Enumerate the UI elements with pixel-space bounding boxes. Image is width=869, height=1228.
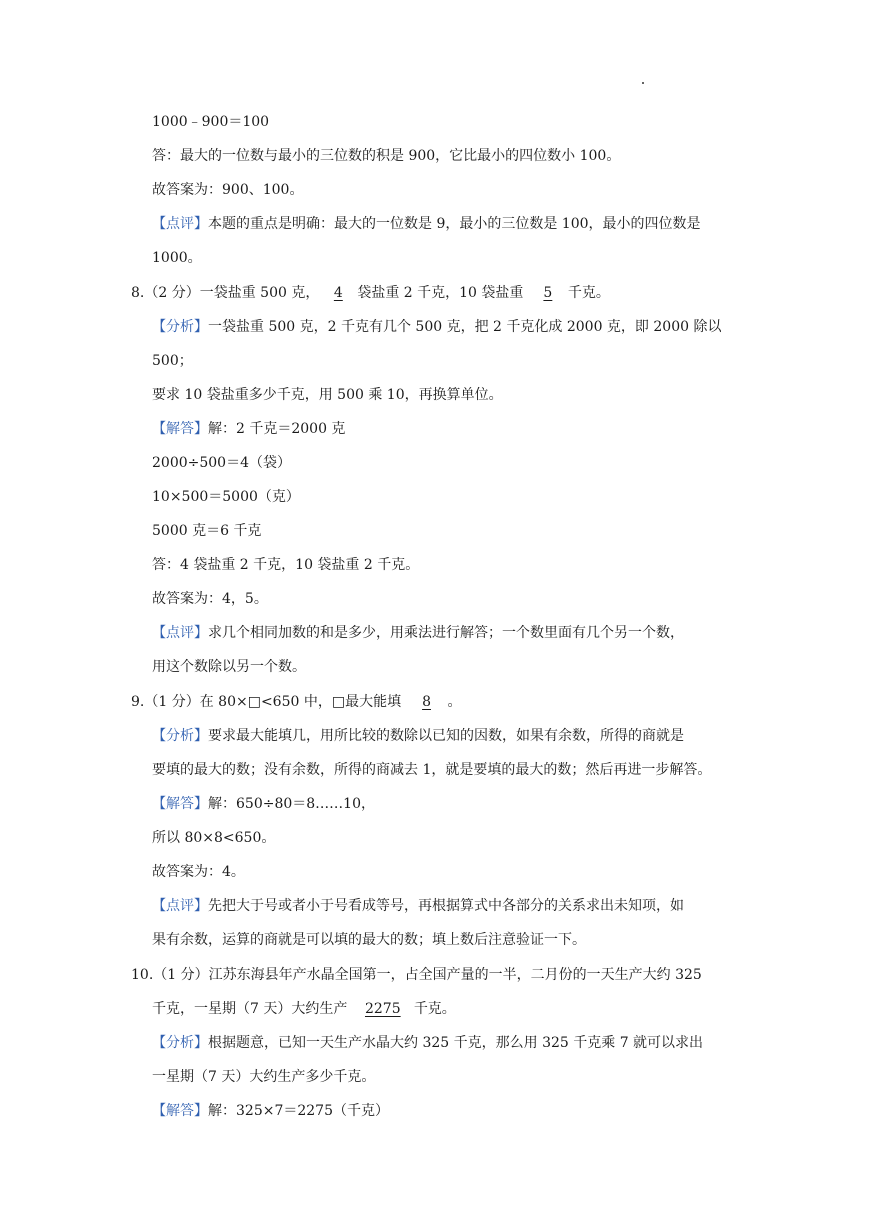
question-score: （1 分） [144, 694, 200, 710]
text-line: 用这个数除以另一个数。 [152, 659, 306, 675]
review-text: 先把大于号或者小于号看成等号，再根据算式中各部分的关系求出未知项，如 [208, 898, 684, 914]
text-line: 答：4 袋盐重 2 千克，10 袋盐重 2 千克。 [152, 557, 420, 573]
review-text: 求几个相同加数的和是多少，用乘法进行解答；一个数里面有几个另一个数， [208, 625, 684, 641]
question-number: 9. [131, 694, 145, 710]
text-line: 5000 克＝6 千克 [152, 523, 262, 539]
question-9 [131, 692, 462, 712]
question-10 [131, 965, 702, 985]
text-line: 要填的最大的数；没有余数，所得的商减去 1，就是要填的最大的数；然后再进一步解答。 [152, 762, 712, 778]
text-line: 1000。 [152, 250, 202, 266]
solution-line [152, 1101, 389, 1121]
solution-tag: 【解答】 [152, 1103, 208, 1119]
analysis-text: 根据题意，已知一天生产水晶大约 325 千克，那么用 325 千克乘 7 就可以求出 [208, 1035, 704, 1051]
question-text: 千克，一星期（7 天）大约生产 [152, 1001, 348, 1017]
analysis-line [152, 1033, 703, 1053]
question-8 [131, 283, 610, 303]
review-line [152, 896, 684, 916]
page-dot-mark [642, 82, 644, 84]
review-line [152, 214, 701, 234]
text-line: 500； [152, 353, 193, 369]
question-number: 10. [131, 967, 154, 983]
question-text: 一袋盐重 500 克， [199, 285, 320, 301]
answer-line: 故答案为：4，5。 [152, 591, 268, 607]
solution-tag: 【解答】 [152, 421, 208, 437]
answer-blank: 2275 [364, 1001, 401, 1017]
solution-tag: 【解答】 [152, 796, 208, 812]
text-line: 1000﹣900＝100 [152, 114, 270, 130]
question-number: 8. [131, 285, 145, 301]
analysis-line [152, 726, 684, 746]
question-text: 千克。 [413, 1001, 456, 1017]
question-text: 。 [447, 694, 462, 710]
review-text: 本题的重点是明确：最大的一位数是 9，最小的三位数是 100，最小的四位数是 [208, 216, 701, 232]
question-text: 袋盐重 2 千克，10 袋盐重 [357, 285, 524, 301]
solution-text: 解：2 千克＝2000 克 [208, 421, 346, 437]
answer-blank: 4 [333, 285, 343, 301]
analysis-line [152, 317, 721, 337]
question-text: 江苏东海县年产水晶全国第一，占全国产量的一半，二月份的一天生产大约 325 [208, 967, 702, 983]
text-line: 答：最大的一位数与最小的三位数的积是 900，它比最小的四位数小 100。 [152, 148, 621, 164]
solution-text: 解：650÷80＝8……10， [208, 796, 375, 812]
analysis-tag: 【分析】 [152, 1035, 208, 1051]
answer-line: 故答案为：900、100。 [152, 182, 304, 198]
analysis-text: 要求最大能填几，用所比较的数除以已知的因数，如果有余数，所得的商就是 [208, 728, 684, 744]
review-tag: 【点评】 [152, 625, 208, 641]
text-line: 所以 80×8<650。 [152, 830, 276, 846]
review-tag: 【点评】 [152, 216, 208, 232]
solution-line [152, 419, 345, 439]
review-tag: 【点评】 [152, 898, 208, 914]
text-line: 果有余数，运算的商就是可以填的最大的数；填上数后注意验证一下。 [152, 932, 586, 948]
analysis-text: 一袋盐重 500 克，2 千克有几个 500 克，把 2 千克化成 2000 克，即 2000 除以 [208, 319, 722, 335]
answer-blank: 8 [422, 694, 431, 710]
answer-blank: 5 [543, 285, 553, 301]
answer-line: 故答案为：4。 [152, 864, 245, 880]
text-line: 一星期（7 天）大约生产多少千克。 [152, 1069, 376, 1085]
analysis-tag: 【分析】 [152, 319, 208, 335]
text-line: 10×500＝5000（克） [152, 489, 300, 505]
review-line [152, 623, 684, 643]
text-line: 2000÷500＝4（袋） [152, 455, 291, 471]
question-score: （1 分） [153, 967, 209, 983]
question-text: 千克。 [567, 285, 610, 301]
question-text: 在 80×□<650 中，□最大能填 [199, 694, 402, 710]
question-10-cont [152, 999, 456, 1019]
solution-line [152, 794, 375, 814]
question-score: （2 分） [144, 285, 200, 301]
analysis-tag: 【分析】 [152, 728, 208, 744]
text-line: 要求 10 袋盐重多少千克，用 500 乘 10，再换算单位。 [152, 387, 503, 403]
solution-text: 解：325×7＝2275（千克） [208, 1103, 389, 1119]
